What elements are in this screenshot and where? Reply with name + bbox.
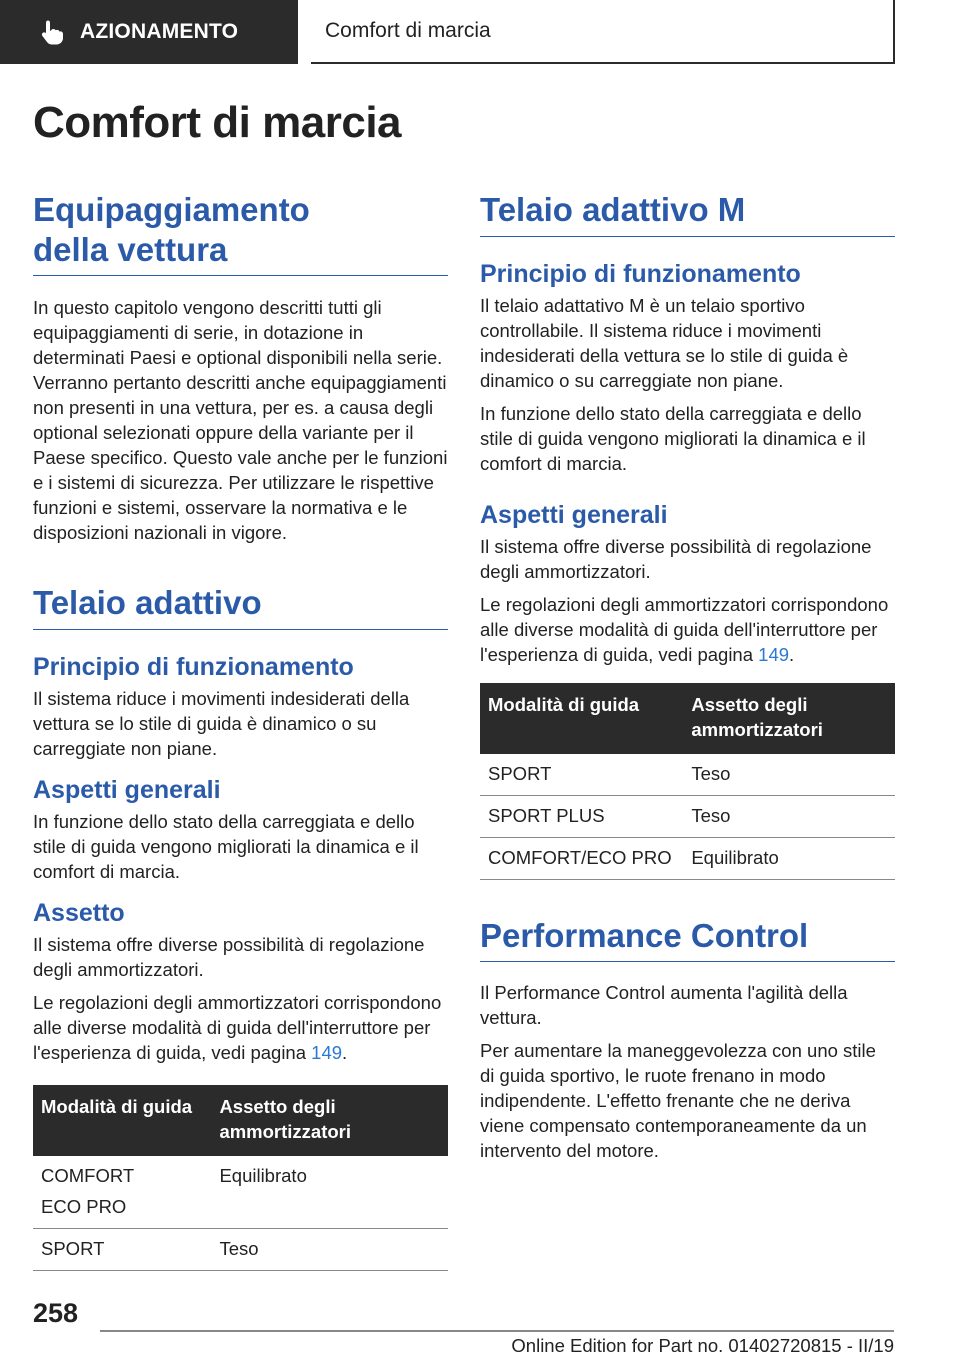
page-number: 258 bbox=[33, 1298, 79, 1328]
equipaggiamento-text: In questo capitolo vengono descritti tutti gli equipaggiamenti di serie, in dotazione in determinati Paesi e optional disponibili nella serie. Verranno pertanto descritti anche equipaggiamenti non presenti in una vettura, per es. a causa degli optional selezionati oppure della variante per il Paese specifico. Questo vale anche per le funzioni e i sistemi di sicurezza. Per utilizzare le rispettive funzioni e sistemi, osservare la normativa e le disposizioni nazionali in vigore. bbox=[33, 297, 448, 544]
table-row bbox=[480, 837, 895, 879]
table-cell-value: Teso bbox=[211, 1228, 448, 1270]
table-header-row bbox=[33, 1085, 448, 1156]
table-header-mode: Modalità di guida bbox=[480, 683, 683, 754]
performance-text-1: Il Performance Control aumenta l'agilità della vettura. bbox=[480, 982, 848, 1029]
assetto-text-1: Il sistema offre diverse possibilità di regolazione degli ammortizzatori. bbox=[33, 933, 425, 980]
assetto-text-2 bbox=[33, 990, 448, 1065]
assetto-text-2-pre: Le regolazioni degli ammortizzatori corrispondono alle diverse modalità di guida dell'interruttore per l'esperienza di guida, vedi pagina bbox=[33, 991, 442, 1063]
telaio-m-heading: Telaio adattivo M bbox=[480, 190, 895, 237]
table-cell-value: Teso bbox=[683, 795, 895, 837]
table-cell-mode: SPORT PLUS bbox=[480, 795, 683, 837]
table-header-row bbox=[480, 683, 895, 754]
assetto-table-right bbox=[480, 683, 895, 880]
table-row bbox=[480, 795, 895, 837]
mode-line-2: ECO PRO bbox=[41, 1195, 127, 1217]
hand-pointer-icon bbox=[38, 18, 66, 46]
table-row bbox=[33, 1228, 448, 1270]
footer-divider bbox=[100, 1330, 894, 1332]
chapter-label: AZIONAMENTO bbox=[80, 20, 239, 43]
principio-text-right: Il telaio adattativo M è un telaio sportivo controllabile. Il sistema riduce i movimenti indesiderati della vettura se lo stile di guida è dinamico o su carreggiate non piane. bbox=[480, 294, 849, 391]
performance-text-2: Per aumentare la maneggevolezza con uno stile di guida sportivo, le ruote frenano in modo indipendente. L'effetto frenante che ne deriva viene compensato contemporaneamente da un intervento del motore. bbox=[480, 1040, 876, 1162]
table-row bbox=[480, 754, 895, 796]
telaio-adattivo-heading: Telaio adattivo bbox=[33, 583, 448, 630]
aspetti-heading-left: Aspetti generali bbox=[33, 775, 221, 804]
section-header bbox=[311, 0, 895, 64]
table-cell-mode: SPORT bbox=[33, 1228, 211, 1270]
table-row bbox=[33, 1156, 448, 1229]
aspetti-text-right-1: Il sistema offre diverse possibilità di regolazione degli ammortizzatori. bbox=[480, 535, 872, 582]
right-column bbox=[480, 190, 895, 1163]
table-cell-value: Equilibrato bbox=[211, 1156, 448, 1229]
page-149-link[interactable]: 149 bbox=[311, 1041, 343, 1063]
aspetti-text-right-2 bbox=[480, 592, 895, 667]
edition-text: Online Edition for Part no. 01402720815 - II/19 bbox=[511, 1335, 894, 1356]
mode-line-1: COMFORT bbox=[41, 1164, 135, 1186]
table-cell-mode: COMFORT/ECO PRO bbox=[480, 837, 683, 879]
table-cell-mode bbox=[33, 1156, 211, 1229]
assetto-heading: Assetto bbox=[33, 898, 125, 927]
performance-control-heading: Performance Control bbox=[480, 916, 895, 963]
section-label: Comfort di marcia bbox=[325, 19, 491, 42]
table-cell-value: Equilibrato bbox=[683, 837, 895, 879]
equipaggiamento-heading: Equipaggiamento della vettura bbox=[33, 191, 310, 268]
assetto-text-2-post: . bbox=[342, 1041, 348, 1063]
aspetti-heading-right: Aspetti generali bbox=[480, 500, 668, 529]
page-149-link[interactable]: 149 bbox=[758, 643, 790, 665]
aspetti-text-2-pre: Le regolazioni degli ammortizzatori corrispondono alle diverse modalità di guida dell'interruttore per l'esperienza di guida, vedi pagina bbox=[480, 593, 889, 665]
aspetti-text-left: In funzione dello stato della carreggiata e dello stile di guida vengono migliorati la dinamica e il comfort di marcia. bbox=[33, 810, 419, 882]
assetto-table-left bbox=[33, 1085, 448, 1271]
principio-heading-right: Principio di funzionamento bbox=[480, 259, 801, 288]
chapter-tab[interactable] bbox=[0, 0, 298, 64]
aspetti-text-2-post: . bbox=[789, 643, 795, 665]
principio-text-left: Il sistema riduce i movimenti indesiderati della vettura se lo stile di guida è dinamico o su carreggiate non piane. bbox=[33, 687, 410, 759]
table-cell-mode: SPORT bbox=[480, 754, 683, 796]
table-header-assetto: Assetto degli ammortizzatori bbox=[211, 1085, 448, 1156]
table-header-mode: Modalità di guida bbox=[33, 1085, 211, 1156]
table-header-assetto: Assetto degli ammortizzatori bbox=[683, 683, 895, 754]
principio-text-right-2: In funzione dello stato della carreggiata e dello stile di guida vengono migliorati la dinamica e il comfort di marcia. bbox=[480, 402, 866, 474]
principio-heading-left: Principio di funzionamento bbox=[33, 652, 354, 681]
left-column bbox=[33, 190, 448, 1271]
table-cell-value: Teso bbox=[683, 754, 895, 796]
page-title: Comfort di marcia bbox=[33, 98, 402, 147]
